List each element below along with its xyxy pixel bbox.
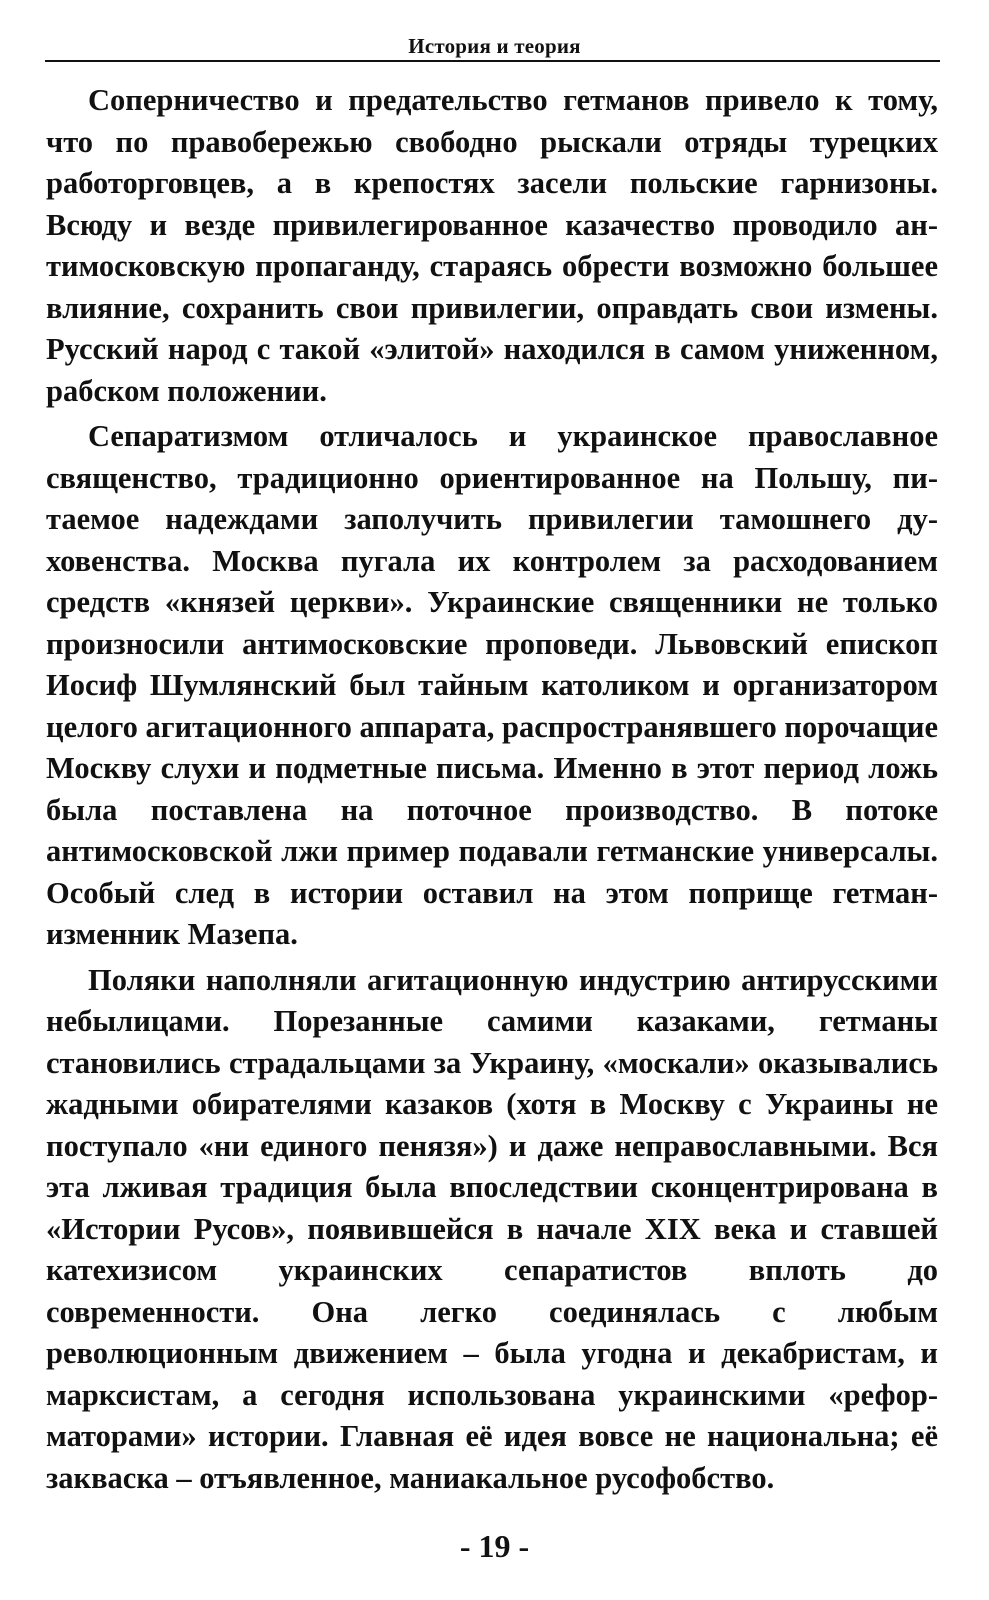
paragraph-3: Поляки наполняли агитационную индустрию антирусскими небылицами. Порезанные самими казаками, гетманы становились страдальцами за Украину, «москали» оказывались жадными обирателями казаков (хотя в Москву с Украины не поступало «ни единого пенязя») и даже неправославными. Вся эта лживая традиция была впоследствии сконцентрирована в «Истории Русов», появившейся в начале XIX века и ставшей катехизисом украинских сепаратистов вплоть до современности. Она легко соединялась с любым революционным движением – была угодна и декабристам, и марксистам, а сегодня использована украинскими «реформаторами» истории. Главная её идея вовсе не национальна; её закваска – отъявленное, маниакальное русофобство. [46, 962, 938, 1495]
body-text [46, 80, 938, 1503]
page-number: - 19 - [459, 1528, 530, 1564]
paragraph-1: Соперничество и предательство гетманов привело к тому, что по правобережью свободно рыскали отряды турецких работорговцев, а в крепостях засели польские гарнизоны. Всюду и везде привилегированное казачество проводило антимосковскую пропаганду, стараясь обрести возможно большее влияние, сохранить свои привилегии, оправдать свои измены. Русский народ с такой «элитой» находился в самом униженном, рабском положении. [46, 83, 938, 408]
header-rule [45, 60, 940, 62]
paragraph-2: Сепаратизмом отличалось и украинское православное священство, традиционно ориентированное на Польшу, питаемое надеждами заполучить привилегии тамошнего духовенства. Москва пугала их контролем за расходованием средств «князей церкви». Украинские священники не только произносили антимосковские проповеди. Львовский епископ Иосиф Шумлянский был тайным католиком и организатором целого агитационного аппарата, распространявшего порочащие Москву слухи и подметные письма. Именно в этот период ложь была поставлена на поточное производство. В потоке антимосковской лжи пример подавали гетманские универсалы. Особый след в истории оставил на этом поприще гетман-изменник Мазепа. [46, 419, 938, 951]
running-header-title: История и теория [408, 34, 581, 58]
